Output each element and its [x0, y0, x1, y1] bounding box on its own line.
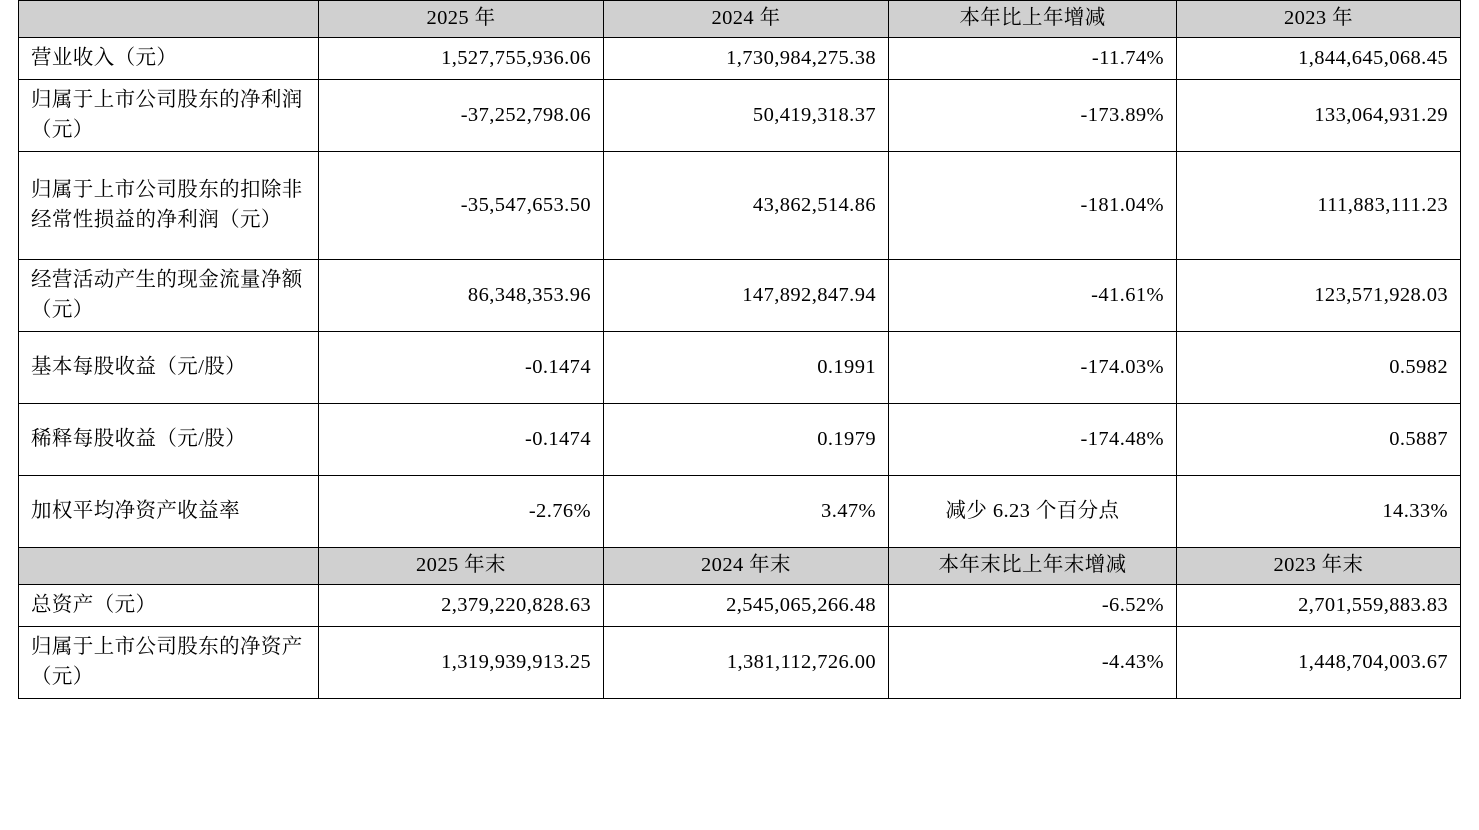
table-row: [19, 80, 1461, 152]
row-value-2025: -2.76%: [319, 476, 604, 548]
row-value-2023: 133,064,931.29: [1177, 80, 1461, 152]
row-value-2025: 86,348,353.96: [319, 260, 604, 332]
table-header-row-period-end: [19, 548, 1461, 585]
row-value-2025: 2,379,220,828.63: [319, 585, 604, 627]
table-row: [19, 585, 1461, 627]
row-label: 总资产（元）: [19, 585, 319, 627]
row-value-2025: -0.1474: [319, 404, 604, 476]
row-label: 加权平均净资产收益率: [19, 476, 319, 548]
financial-summary-sheet: [18, 0, 1460, 699]
row-value-2024: 1,381,112,726.00: [604, 627, 889, 699]
header-cell-2023: 2023 年: [1177, 1, 1461, 38]
table-row: [19, 627, 1461, 699]
row-value-2023: 123,571,928.03: [1177, 260, 1461, 332]
row-label: 经营活动产生的现金流量净额（元）: [19, 260, 319, 332]
row-value-2023: 0.5887: [1177, 404, 1461, 476]
row-value-2025: -0.1474: [319, 332, 604, 404]
row-value-2023: 1,844,645,068.45: [1177, 38, 1461, 80]
table-row: [19, 332, 1461, 404]
row-value-2024: 2,545,065,266.48: [604, 585, 889, 627]
header-cell-2025-end: 2025 年末: [319, 548, 604, 585]
row-value-change: -174.48%: [889, 404, 1177, 476]
table-row: [19, 260, 1461, 332]
table-row: [19, 476, 1461, 548]
table-row: [19, 152, 1461, 260]
header-cell-2024-end: 2024 年末: [604, 548, 889, 585]
table-header-row-annual: [19, 1, 1461, 38]
row-value-2023: 111,883,111.23: [1177, 152, 1461, 260]
row-label: 归属于上市公司股东的净资产（元）: [19, 627, 319, 699]
row-value-2024: 50,419,318.37: [604, 80, 889, 152]
header-cell-change: 本年比上年增减: [889, 1, 1177, 38]
table-row: [19, 38, 1461, 80]
header-cell-blank-2: [19, 548, 319, 585]
row-label: 基本每股收益（元/股）: [19, 332, 319, 404]
row-value-2023: 0.5982: [1177, 332, 1461, 404]
row-value-change: -41.61%: [889, 260, 1177, 332]
row-value-change: -4.43%: [889, 627, 1177, 699]
row-value-2023: 2,701,559,883.83: [1177, 585, 1461, 627]
row-label: 归属于上市公司股东的扣除非经常性损益的净利润（元）: [19, 152, 319, 260]
row-value-change: 减少 6.23 个百分点: [889, 476, 1177, 548]
row-value-change: -6.52%: [889, 585, 1177, 627]
row-value-2023: 1,448,704,003.67: [1177, 627, 1461, 699]
header-cell-2024: 2024 年: [604, 1, 889, 38]
row-label: 营业收入（元）: [19, 38, 319, 80]
row-value-2024: 3.47%: [604, 476, 889, 548]
header-cell-2023-end: 2023 年末: [1177, 548, 1461, 585]
header-cell-change-end: 本年末比上年末增减: [889, 548, 1177, 585]
row-value-2024: 0.1979: [604, 404, 889, 476]
row-value-change: -174.03%: [889, 332, 1177, 404]
header-cell-2025: 2025 年: [319, 1, 604, 38]
row-value-2025: -35,547,653.50: [319, 152, 604, 260]
row-label: 归属于上市公司股东的净利润（元）: [19, 80, 319, 152]
row-value-2024: 147,892,847.94: [604, 260, 889, 332]
row-value-2025: 1,319,939,913.25: [319, 627, 604, 699]
financial-summary-table: [18, 0, 1461, 699]
row-value-2024: 43,862,514.86: [604, 152, 889, 260]
table-row: [19, 404, 1461, 476]
row-value-2024: 1,730,984,275.38: [604, 38, 889, 80]
row-value-2025: 1,527,755,936.06: [319, 38, 604, 80]
row-value-2025: -37,252,798.06: [319, 80, 604, 152]
row-value-2023: 14.33%: [1177, 476, 1461, 548]
row-label: 稀释每股收益（元/股）: [19, 404, 319, 476]
row-value-change: -11.74%: [889, 38, 1177, 80]
row-value-change: -181.04%: [889, 152, 1177, 260]
row-value-change: -173.89%: [889, 80, 1177, 152]
header-cell-blank: [19, 1, 319, 38]
row-value-2024: 0.1991: [604, 332, 889, 404]
